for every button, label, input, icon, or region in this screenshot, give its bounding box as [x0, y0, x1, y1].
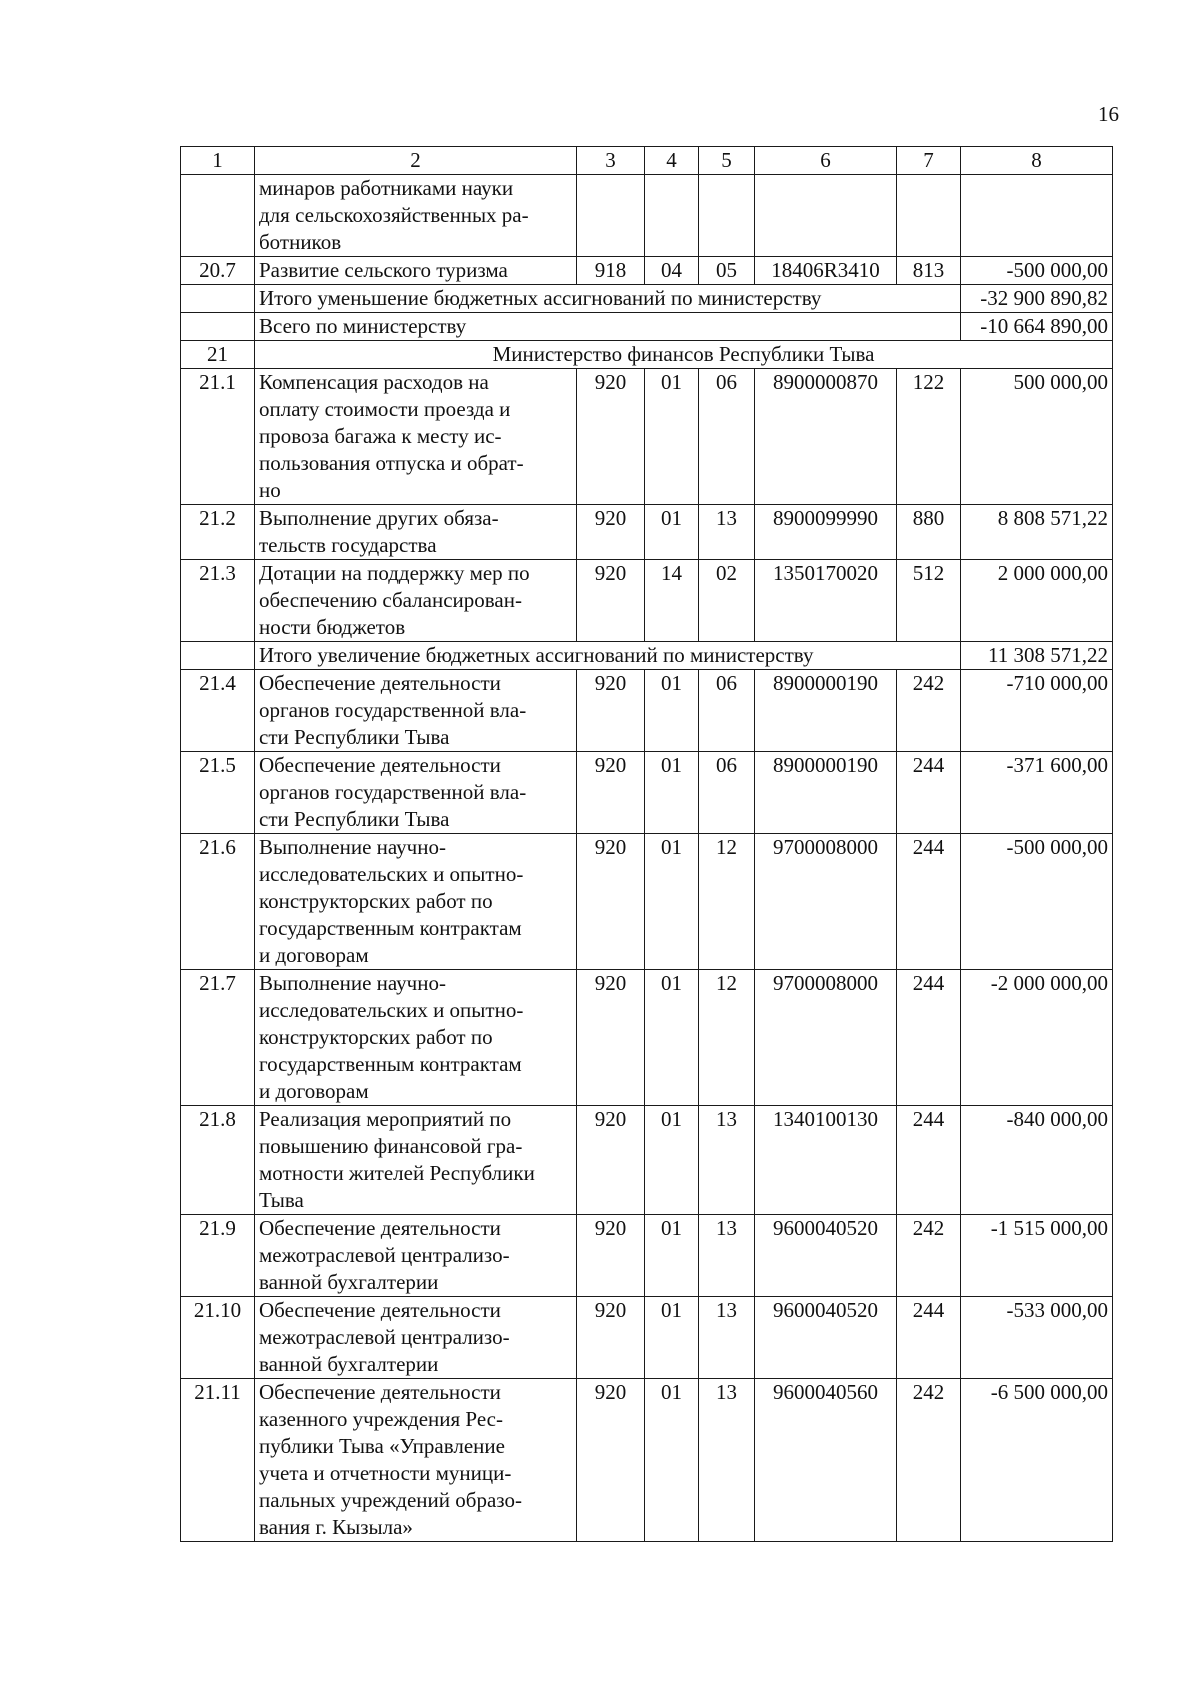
row-number-cell: 21.5: [181, 752, 255, 834]
description-line: публики Тыва «Управление: [259, 1434, 505, 1458]
subsection-code-cell: 13: [699, 1297, 755, 1379]
description-line: тельств государства: [259, 533, 437, 557]
description-cell: [255, 834, 577, 970]
amount-cell: -371 600,00: [961, 752, 1113, 834]
row-number-cell: [181, 175, 255, 257]
description-cell: [255, 560, 577, 642]
table-row: [181, 1106, 1113, 1215]
table-row: [181, 341, 1113, 369]
description-line: органов государственной вла-: [259, 698, 527, 722]
description-line: Дотации на поддержку мер по: [259, 561, 530, 585]
total-amount-cell: -10 664 890,00: [961, 313, 1113, 341]
description-line: Выполнение научно-: [259, 835, 446, 859]
description-line: Развитие сельского туризма: [259, 258, 508, 282]
description-cell: [255, 1106, 577, 1215]
description-line: сти Республики Тыва: [259, 807, 450, 831]
expense-type-cell: 242: [897, 1379, 961, 1542]
amount-cell: -710 000,00: [961, 670, 1113, 752]
description-line: межотраслевой централизо-: [259, 1243, 510, 1267]
total-label-cell: Итого увеличение бюджетных ассигнований по министерству: [255, 642, 961, 670]
expense-type-cell: 813: [897, 257, 961, 285]
row-number-cell: 21.3: [181, 560, 255, 642]
header-cell: 5: [699, 147, 755, 175]
description-line: органов государственной вла-: [259, 780, 527, 804]
subsection-code-cell: 06: [699, 369, 755, 505]
row-number-cell: 21.11: [181, 1379, 255, 1542]
amount-cell: [961, 175, 1113, 257]
description-line: Обеспечение деятельности: [259, 671, 501, 695]
header-cell: 2: [255, 147, 577, 175]
section-code-cell: 01: [645, 834, 699, 970]
target-article-cell: 9600040560: [755, 1379, 897, 1542]
target-article-cell: 9700008000: [755, 970, 897, 1106]
expense-type-cell: 880: [897, 505, 961, 560]
target-article-cell: 8900000870: [755, 369, 897, 505]
description-cell: [255, 1379, 577, 1542]
section-code-cell: 04: [645, 257, 699, 285]
table-row: [181, 642, 1113, 670]
description-line: казенного учреждения Рес-: [259, 1407, 503, 1431]
description-line: исследовательских и опытно-: [259, 862, 524, 886]
row-number-cell: 21.1: [181, 369, 255, 505]
description-line: пальных учреждений образо-: [259, 1488, 522, 1512]
table-row: [181, 670, 1113, 752]
subsection-code-cell: 12: [699, 834, 755, 970]
description-cell: [255, 257, 577, 285]
row-number-cell: 21.6: [181, 834, 255, 970]
ministry-code-cell: 920: [577, 970, 645, 1106]
target-article-cell: 8900000190: [755, 752, 897, 834]
description-line: ности бюджетов: [259, 615, 406, 639]
ministry-code-cell: 920: [577, 1379, 645, 1542]
expense-type-cell: 242: [897, 670, 961, 752]
description-cell: [255, 670, 577, 752]
row-number-cell: [181, 642, 255, 670]
header-cell: 8: [961, 147, 1113, 175]
description-line: провоза багажа к месту ис-: [259, 424, 502, 448]
table-row: [181, 752, 1113, 834]
description-cell: [255, 752, 577, 834]
section-code-cell: 01: [645, 1106, 699, 1215]
table-header-row: [181, 147, 1113, 175]
ministry-code-cell: 920: [577, 1106, 645, 1215]
ministry-code-cell: 920: [577, 369, 645, 505]
subsection-code-cell: 13: [699, 505, 755, 560]
header-cell: 1: [181, 147, 255, 175]
description-line: Тыва: [259, 1188, 304, 1212]
description-line: и договорам: [259, 1079, 369, 1103]
description-line: Обеспечение деятельности: [259, 1298, 501, 1322]
target-article-cell: 9600040520: [755, 1297, 897, 1379]
expense-type-cell: 244: [897, 834, 961, 970]
expense-type-cell: 244: [897, 970, 961, 1106]
description-cell: [255, 970, 577, 1106]
description-line: государственным контрактам: [259, 1052, 522, 1076]
amount-cell: -500 000,00: [961, 834, 1113, 970]
description-line: ботников: [259, 230, 342, 254]
description-line: но: [259, 478, 281, 502]
section-code-cell: 01: [645, 1215, 699, 1297]
section-code-cell: [645, 175, 699, 257]
total-label-cell: Итого уменьшение бюджетных ассигнований по министерству: [255, 285, 961, 313]
description-line: Компенсация расходов на: [259, 370, 489, 394]
description-line: мотности жителей Республики: [259, 1161, 535, 1185]
section-code-cell: 01: [645, 369, 699, 505]
section-code-cell: 01: [645, 970, 699, 1106]
description-cell: [255, 1215, 577, 1297]
description-line: исследовательских и опытно-: [259, 998, 524, 1022]
description-line: Выполнение других обяза-: [259, 506, 499, 530]
expense-type-cell: 244: [897, 1106, 961, 1215]
section-number-cell: 21: [181, 341, 255, 369]
page-number: 16: [1098, 102, 1119, 126]
description-line: Обеспечение деятельности: [259, 1216, 501, 1240]
expense-type-cell: 242: [897, 1215, 961, 1297]
subsection-code-cell: 05: [699, 257, 755, 285]
target-article-cell: 8900000190: [755, 670, 897, 752]
description-line: и договорам: [259, 943, 369, 967]
description-line: вания г. Кызыла»: [259, 1515, 413, 1539]
description-line: Реализация мероприятий по: [259, 1107, 512, 1131]
description-line: минаров работниками науки: [259, 176, 514, 200]
amount-cell: -533 000,00: [961, 1297, 1113, 1379]
expense-type-cell: 244: [897, 752, 961, 834]
subsection-code-cell: 13: [699, 1379, 755, 1542]
description-line: Выполнение научно-: [259, 971, 446, 995]
expense-type-cell: 122: [897, 369, 961, 505]
table-row: [181, 313, 1113, 341]
table-row: [181, 369, 1113, 505]
target-article-cell: 18406R3410: [755, 257, 897, 285]
table-row: [181, 834, 1113, 970]
total-amount-cell: 11 308 571,22: [961, 642, 1113, 670]
ministry-code-cell: 920: [577, 670, 645, 752]
table-row: [181, 560, 1113, 642]
subsection-code-cell: 12: [699, 970, 755, 1106]
header-cell: 3: [577, 147, 645, 175]
row-number-cell: 21.9: [181, 1215, 255, 1297]
budget-allocation-table: [180, 146, 1113, 1542]
description-line: пользования отпуска и обрат-: [259, 451, 524, 475]
header-cell: 7: [897, 147, 961, 175]
description-line: конструкторских работ по: [259, 889, 493, 913]
ministry-code-cell: 918: [577, 257, 645, 285]
table-row: [181, 1379, 1113, 1542]
ministry-code-cell: 920: [577, 834, 645, 970]
section-code-cell: 01: [645, 670, 699, 752]
amount-cell: -1 515 000,00: [961, 1215, 1113, 1297]
header-cell: 4: [645, 147, 699, 175]
row-number-cell: 21.7: [181, 970, 255, 1106]
subsection-code-cell: 02: [699, 560, 755, 642]
amount-cell: -6 500 000,00: [961, 1379, 1113, 1542]
table-row: [181, 285, 1113, 313]
description-line: государственным контрактам: [259, 916, 522, 940]
target-article-cell: 9600040520: [755, 1215, 897, 1297]
table-row: [181, 175, 1113, 257]
row-number-cell: 20.7: [181, 257, 255, 285]
description-line: повышению финансовой гра-: [259, 1134, 523, 1158]
description-line: ванной бухгалтерии: [259, 1270, 439, 1294]
expense-type-cell: 244: [897, 1297, 961, 1379]
description-line: конструкторских работ по: [259, 1025, 493, 1049]
table-row: [181, 970, 1113, 1106]
section-code-cell: 14: [645, 560, 699, 642]
ministry-code-cell: 920: [577, 505, 645, 560]
row-number-cell: 21.4: [181, 670, 255, 752]
description-cell: [255, 175, 577, 257]
ministry-code-cell: 920: [577, 1297, 645, 1379]
description-cell: [255, 369, 577, 505]
subsection-code-cell: 13: [699, 1215, 755, 1297]
table-body: [181, 147, 1113, 1542]
subsection-code-cell: 13: [699, 1106, 755, 1215]
description-line: ванной бухгалтерии: [259, 1352, 439, 1376]
section-code-cell: 01: [645, 1379, 699, 1542]
subsection-code-cell: 06: [699, 752, 755, 834]
amount-cell: 500 000,00: [961, 369, 1113, 505]
ministry-code-cell: [577, 175, 645, 257]
description-line: Обеспечение деятельности: [259, 753, 501, 777]
description-line: сти Республики Тыва: [259, 725, 450, 749]
row-number-cell: 21.8: [181, 1106, 255, 1215]
description-cell: [255, 505, 577, 560]
row-number-cell: 21.10: [181, 1297, 255, 1379]
description-line: Обеспечение деятельности: [259, 1380, 501, 1404]
description-line: учета и отчетности муници-: [259, 1461, 512, 1485]
table-row: [181, 1297, 1113, 1379]
amount-cell: 8 808 571,22: [961, 505, 1113, 560]
expense-type-cell: 512: [897, 560, 961, 642]
ministry-code-cell: 920: [577, 752, 645, 834]
row-number-cell: 21.2: [181, 505, 255, 560]
table-row: [181, 1215, 1113, 1297]
expense-type-cell: [897, 175, 961, 257]
target-article-cell: [755, 175, 897, 257]
table-row: [181, 257, 1113, 285]
ministry-code-cell: 920: [577, 1215, 645, 1297]
target-article-cell: 9700008000: [755, 834, 897, 970]
amount-cell: -500 000,00: [961, 257, 1113, 285]
description-line: оплату стоимости проезда и: [259, 397, 511, 421]
description-line: обеспечению сбалансирован-: [259, 588, 522, 612]
description-line: для сельскохозяйственных ра-: [259, 203, 529, 227]
header-cell: 6: [755, 147, 897, 175]
section-code-cell: 01: [645, 752, 699, 834]
row-number-cell: [181, 285, 255, 313]
total-label-cell: Всего по министерству: [255, 313, 961, 341]
section-code-cell: 01: [645, 505, 699, 560]
target-article-cell: 8900099990: [755, 505, 897, 560]
target-article-cell: 1350170020: [755, 560, 897, 642]
row-number-cell: [181, 313, 255, 341]
target-article-cell: 1340100130: [755, 1106, 897, 1215]
amount-cell: -2 000 000,00: [961, 970, 1113, 1106]
subsection-code-cell: 06: [699, 670, 755, 752]
subsection-code-cell: [699, 175, 755, 257]
description-line: межотраслевой централизо-: [259, 1325, 510, 1349]
amount-cell: 2 000 000,00: [961, 560, 1113, 642]
table-row: [181, 505, 1113, 560]
total-amount-cell: -32 900 890,82: [961, 285, 1113, 313]
description-cell: [255, 1297, 577, 1379]
section-code-cell: 01: [645, 1297, 699, 1379]
ministry-code-cell: 920: [577, 560, 645, 642]
amount-cell: -840 000,00: [961, 1106, 1113, 1215]
section-title-cell: Министерство финансов Республики Тыва: [255, 341, 1113, 369]
